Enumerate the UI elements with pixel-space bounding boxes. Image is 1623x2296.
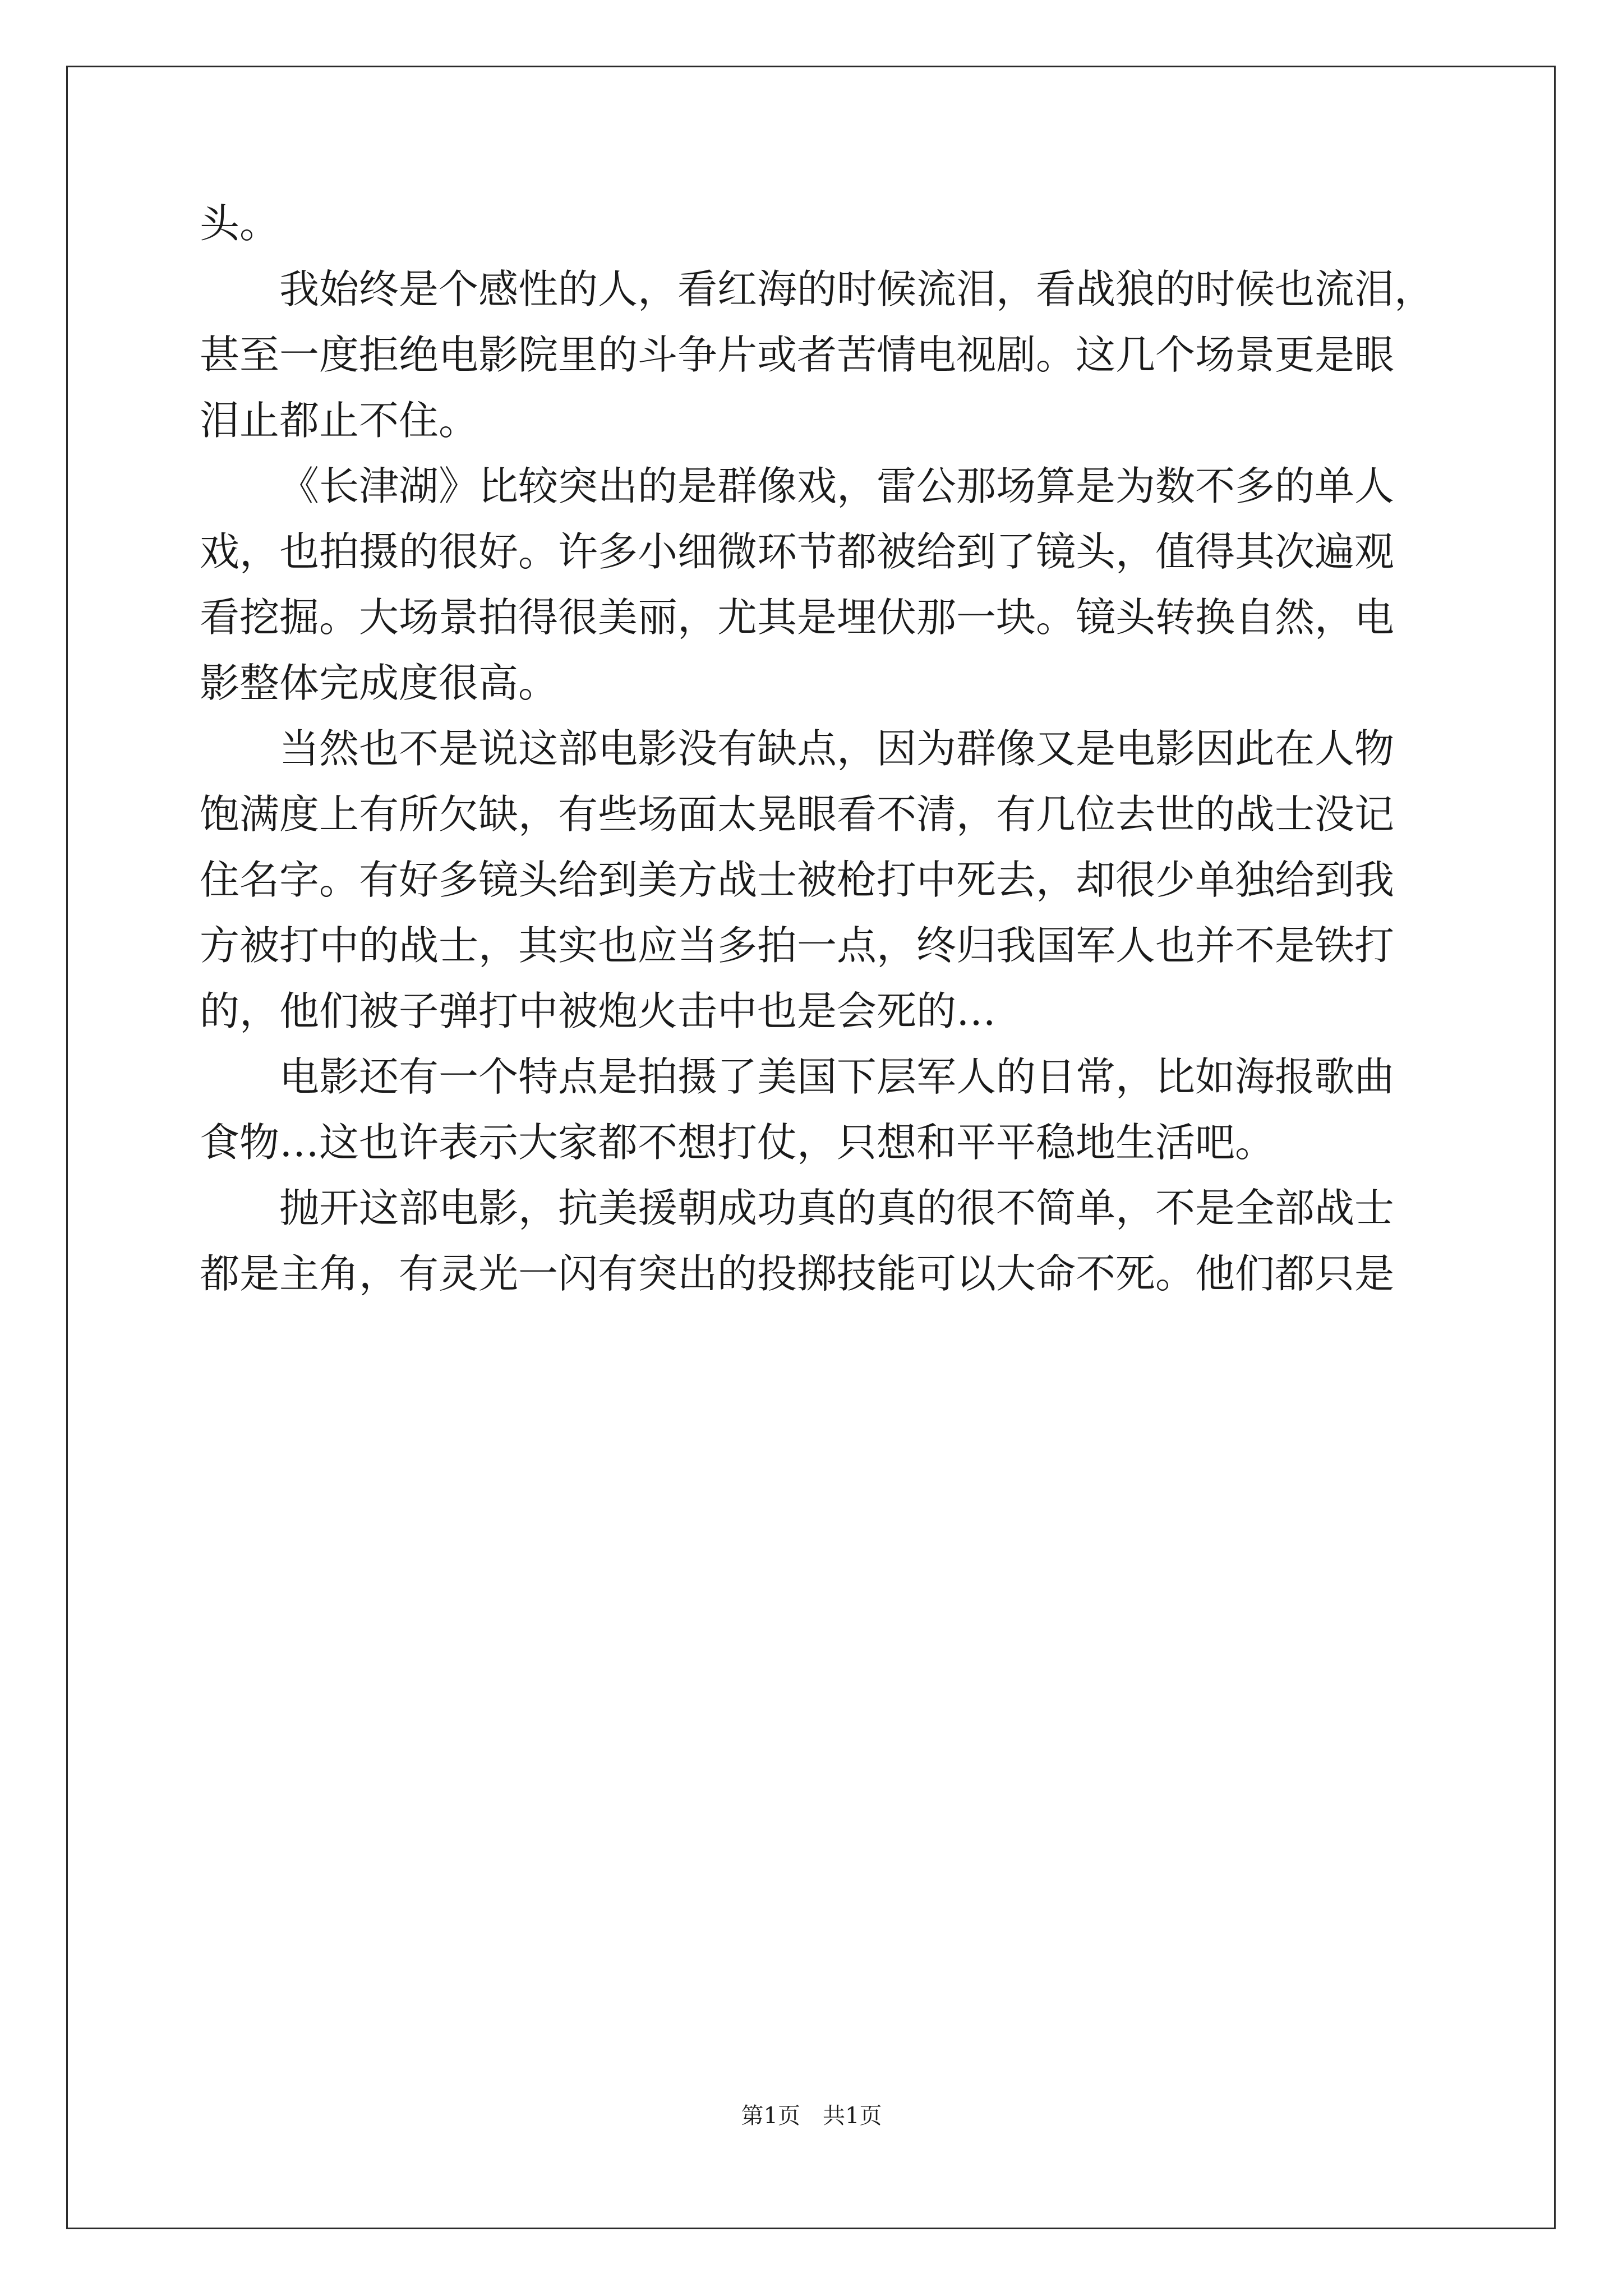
text-line: 甚至一度拒绝电影院里的斗争片或者苦情电视剧。这几个场景更是眼 bbox=[200, 332, 1395, 378]
page-number-footer: 第1页 共1页 bbox=[741, 2103, 882, 2129]
paragraph-first-line: 我始终是个感性的人，看红海的时候流泪，看战狼的时候也流泪， bbox=[279, 266, 1435, 312]
paragraph-first-line: 《长津湖》比较突出的是群像戏，雷公那场算是为数不多的单人 bbox=[279, 463, 1395, 509]
text-line: 看挖掘。大场景拍得很美丽，尤其是埋伏那一块。镜头转换自然，电 bbox=[200, 594, 1395, 641]
text-line: 方被打中的战士，其实也应当多拍一点，终归我国军人也并不是铁打 bbox=[200, 922, 1395, 969]
paragraph-first-line: 当然也不是说这部电影没有缺点，因为群像又是电影因此在人物 bbox=[279, 725, 1395, 772]
document-body bbox=[200, 191, 1439, 1306]
text-line: 住名字。有好多镜头给到美方战士被枪打中死去，却很少单独给到我 bbox=[200, 857, 1395, 903]
text-line: 戏，也拍摄的很好。许多小细微环节都被给到了镜头，值得其次遍观 bbox=[200, 528, 1395, 575]
text-line: 都是主角，有灵光一闪有突出的投掷技能可以大命不死。他们都只是 bbox=[200, 1250, 1395, 1297]
text-line: 头。 bbox=[200, 200, 280, 247]
text-line: 的，他们被子弹打中被炮火击中也是会死的… bbox=[200, 988, 997, 1034]
paragraph-first-line: 电影还有一个特点是拍摄了美国下层军人的日常，比如海报歌曲 bbox=[279, 1053, 1395, 1100]
text-line: 饱满度上有所欠缺，有些场面太晃眼看不清，有几位去世的战士没记 bbox=[200, 791, 1395, 838]
text-line: 食物…这也许表示大家都不想打仗，只想和平平稳地生活吧。 bbox=[200, 1119, 1275, 1166]
paragraph-first-line: 抛开这部电影，抗美援朝成功真的真的很不简单，不是全部战士 bbox=[279, 1185, 1395, 1231]
text-line: 影整体完成度很高。 bbox=[200, 660, 559, 706]
text-line: 泪止都止不住。 bbox=[200, 397, 479, 444]
